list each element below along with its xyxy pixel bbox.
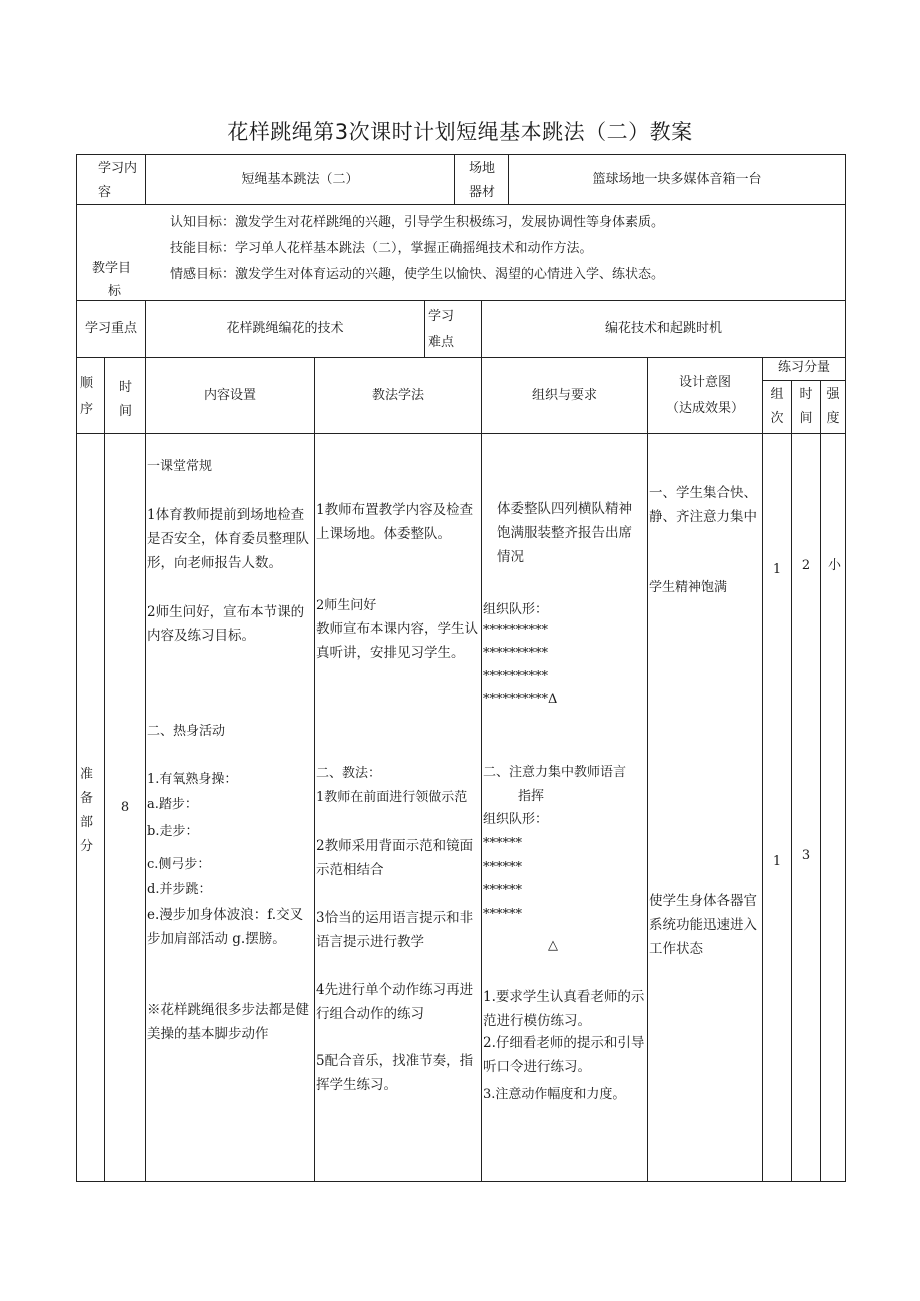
intent-item: 学生精神饱满 bbox=[649, 580, 728, 595]
difficulty-label-cont: 难点 bbox=[428, 335, 455, 350]
table-rule bbox=[76, 300, 846, 301]
content-item: 2师生问好，宣布本节课的内容及练习目标。 bbox=[147, 604, 305, 644]
practice-groups: 1 bbox=[772, 854, 782, 869]
table-rule bbox=[145, 357, 146, 1182]
method-item: 教师宣布本课内容，学生认真听讲，安排见习学生。 bbox=[316, 621, 478, 661]
table-rule bbox=[76, 204, 846, 205]
objective-emotion: 情感目标：激发学生对体育运动的兴趣，使学生以愉快、渴望的心情进入学、练状态。 bbox=[170, 267, 665, 282]
table-rule bbox=[762, 357, 763, 1182]
header-groups-cont: 次 bbox=[770, 411, 784, 426]
objective-skill: 技能目标：学习单人花样基本跳法（二），掌握正确摇绳技术和动作方法。 bbox=[170, 241, 593, 256]
content-label: 学习内 bbox=[98, 161, 138, 176]
content-item: 1体育教师提前到场地检查是否安全，体育委员整理队形，向老师报告人数。 bbox=[147, 507, 309, 571]
formation-row: ****** bbox=[483, 836, 522, 851]
page-title: 花样跳绳第3次课时计划短绳基本跳法（二）教案 bbox=[227, 120, 693, 144]
table-border-left bbox=[76, 154, 77, 1182]
table-rule bbox=[314, 357, 315, 1182]
table-rule bbox=[76, 357, 846, 358]
header-organization: 组织与要求 bbox=[531, 388, 597, 403]
method-item: 1教师在前面进行领做示范 bbox=[316, 790, 468, 805]
table-border-top bbox=[76, 154, 846, 155]
objectives-label-cont: 标 bbox=[108, 284, 122, 299]
content-label-cont: 容 bbox=[98, 185, 112, 200]
organization-item: 1.要求学生认真看老师的示范进行模仿练习。 bbox=[483, 989, 645, 1029]
organization-item: 体委整队四列横队精神饱满服装整齐报告出席情况 bbox=[497, 501, 632, 565]
header-order: 顺 bbox=[80, 376, 94, 391]
practice-time: 3 bbox=[801, 848, 811, 863]
header-order-cont: 序 bbox=[80, 402, 94, 417]
formation-row: ********** bbox=[483, 646, 548, 661]
table-rule bbox=[104, 357, 105, 1182]
venue-value: 篮球场地一块多媒体音箱一台 bbox=[592, 172, 762, 187]
objective-cognitive: 认知目标：激发学生对花样跳绳的兴趣，引导学生积极练习，发展协调性等身体素质。 bbox=[170, 215, 665, 230]
table-rule bbox=[424, 300, 425, 358]
header-practice-time-cont: 间 bbox=[799, 411, 813, 426]
section-order-char: 准 bbox=[80, 767, 94, 782]
section-order-char: 部 bbox=[80, 815, 94, 830]
header-practice: 练习分量 bbox=[777, 360, 830, 375]
content-value: 短绳基本跳法（二） bbox=[241, 172, 359, 187]
teacher-position-marker: △ bbox=[548, 938, 558, 953]
table-border-bottom bbox=[76, 1181, 846, 1182]
focus-value: 花样跳绳编花的技术 bbox=[226, 321, 344, 336]
organization-item: 3.注意动作幅度和力度。 bbox=[483, 1087, 626, 1102]
formation-row: ********** bbox=[483, 669, 548, 684]
formation-row: ****** bbox=[483, 907, 522, 922]
header-groups: 组 bbox=[770, 387, 784, 402]
header-time-cont: 间 bbox=[119, 404, 133, 419]
organization-item: 2.仔细看老师的提示和引导听口令进行练习。 bbox=[483, 1035, 645, 1075]
venue-label-cont: 器材 bbox=[469, 185, 496, 200]
formation-row: ****** bbox=[483, 860, 522, 875]
difficulty-label: 学习 bbox=[428, 309, 455, 324]
section-time: 8 bbox=[120, 800, 130, 815]
table-border-right bbox=[845, 154, 846, 1182]
table-rule bbox=[454, 154, 455, 205]
section-order-char: 备 bbox=[80, 791, 94, 806]
method-item: 2教师采用背面示范和镜面示范相结合 bbox=[316, 838, 474, 878]
practice-intensity: 小 bbox=[828, 558, 842, 573]
header-intent-cont: （达成效果） bbox=[665, 401, 744, 416]
organization-formation-label: 组织队形： bbox=[483, 602, 549, 617]
formation-row: **********Δ bbox=[483, 692, 558, 707]
header-method: 教法学法 bbox=[371, 388, 424, 403]
method-item: 3恰当的运用语言提示和非语言提示进行教学 bbox=[316, 910, 474, 950]
focus-label: 学习重点 bbox=[84, 321, 137, 336]
intent-item: 使学生身体各器官系统功能迅速进入工作状态 bbox=[649, 893, 757, 957]
table-rule bbox=[762, 380, 846, 381]
organization-formation-label: 组织队形： bbox=[483, 812, 549, 827]
objectives-label: 教学目 bbox=[92, 261, 132, 276]
method-item: 2师生问好 bbox=[316, 598, 377, 613]
table-rule bbox=[820, 380, 821, 1182]
method-item: 4先进行单个动作练习再进行组合动作的练习 bbox=[316, 982, 474, 1022]
content-heading: 二、热身活动 bbox=[147, 724, 226, 739]
formation-row: ********** bbox=[483, 623, 548, 638]
content-item: 1.有氧熟身操： bbox=[147, 772, 238, 787]
header-intent: 设计意图 bbox=[678, 375, 731, 390]
organization-heading-cont: 指挥 bbox=[518, 789, 545, 804]
content-item: b.走步： bbox=[147, 824, 199, 839]
difficulty-value: 编花技术和起跳时机 bbox=[604, 321, 722, 336]
table-rule bbox=[647, 357, 648, 1182]
table-rule bbox=[76, 433, 846, 434]
practice-groups: 1 bbox=[772, 562, 782, 577]
content-item: d.并步跳： bbox=[147, 882, 212, 897]
organization-heading: 二、注意力集中教师语言 bbox=[483, 765, 627, 780]
content-item: c.侧弓步： bbox=[147, 857, 211, 872]
method-item: 1教师布置教学内容及检查上课场地。体委整队。 bbox=[316, 502, 474, 542]
formation-row: ****** bbox=[483, 883, 522, 898]
section-order-char: 分 bbox=[80, 839, 94, 854]
venue-label: 场地 bbox=[469, 161, 496, 176]
practice-time: 2 bbox=[801, 558, 811, 573]
header-practice-time: 时 bbox=[799, 387, 813, 402]
method-item: 5配合音乐，找准节奏，指挥学生练习。 bbox=[316, 1053, 474, 1093]
content-item: a.踏步： bbox=[147, 797, 198, 812]
table-rule bbox=[791, 380, 792, 1182]
content-item: e.漫步加身体波浪：f.交叉步加肩部活动 g.摆膀。 bbox=[147, 907, 304, 947]
method-heading: 二、教法： bbox=[316, 766, 382, 781]
intent-item: 一、学生集合快、静、齐注意力集中 bbox=[649, 485, 757, 525]
content-note: ※花样跳绳很多步法都是健美操的基本脚步动作 bbox=[147, 1002, 309, 1042]
content-heading: 一课堂常规 bbox=[147, 459, 213, 474]
header-time: 时 bbox=[119, 380, 133, 395]
header-intensity-cont: 度 bbox=[826, 411, 840, 426]
table-rule bbox=[481, 300, 482, 1182]
header-content: 内容设置 bbox=[203, 388, 256, 403]
header-intensity: 强 bbox=[826, 387, 840, 402]
